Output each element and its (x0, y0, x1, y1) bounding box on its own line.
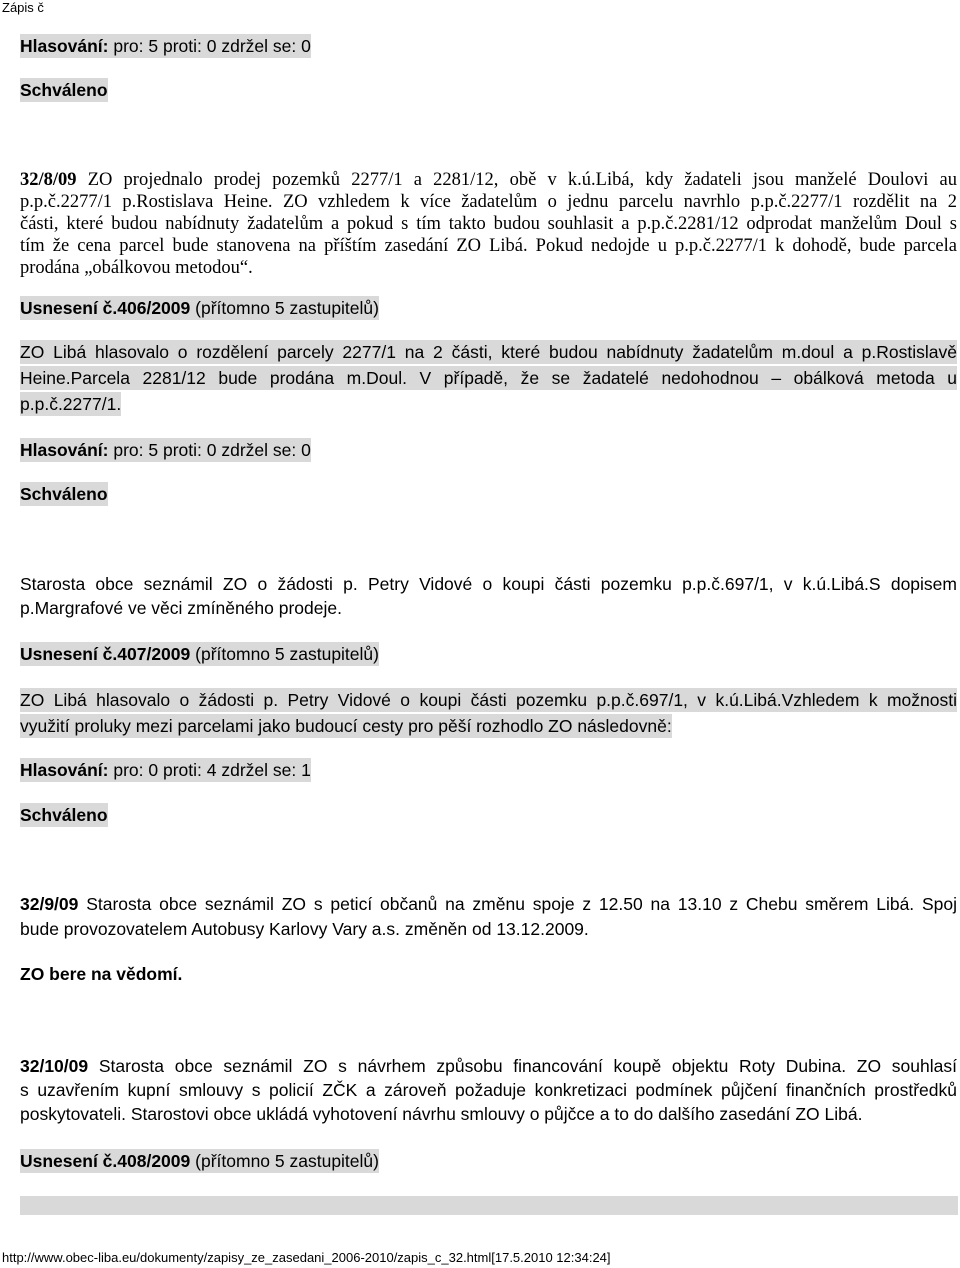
vote-highlight (20, 758, 311, 782)
resolution-attendance: (přítomno 5 zastupitelů) (195, 298, 379, 318)
resolution-attendance: (přítomno 5 zastupitelů) (195, 644, 379, 664)
agenda-item-32-8-paragraph (20, 169, 957, 279)
resolution-text: ZO Libá hlasovalo o žádosti p. Petry Vidové o koupi části pozemku p.p.č.697/1, v k.ú.Libá.Vzhledem k možnosti (20, 690, 957, 710)
resolution-406-heading (20, 296, 957, 320)
result-label: Schváleno (20, 80, 108, 100)
text-line (20, 687, 957, 713)
result-highlight (20, 78, 108, 102)
print-header-title: Zápis č (2, 0, 44, 15)
vote-counts: pro: 5 proti: 0 zdržel se: 0 (113, 36, 311, 56)
conclusion-text: ZO bere na vědomí. (20, 964, 183, 984)
text-line (20, 1149, 957, 1173)
vote-result (20, 78, 957, 102)
result-label: Schváleno (20, 484, 108, 504)
paragraph-text: ZO projednalo prodej pozemků 2277/1 a 2281/12, obě v k.ú.Libá, kdy žadateli jsou manželé Doulovi au (87, 170, 958, 190)
result-highlight (20, 482, 108, 506)
resolution-label: Usnesení č.408/2009 (20, 1151, 191, 1171)
paragraph-text: tím že cena parcel bude stanovena na příštím zasedání ZO Libá. Pokud nedojde u p.p.č.2277/1 k dohodě, bude parcela (20, 236, 957, 256)
text-line (20, 34, 957, 58)
text-line (20, 391, 957, 417)
text-line (20, 803, 957, 827)
paragraph-text: p.Margrafové ve věci zmíněného prodeje. (20, 598, 342, 618)
paragraph-text: s uzavřením kupní smlouvy s policií ZČK a zároveň požaduje konkretizaci podmínek půjčení finančních prostředků (20, 1080, 957, 1100)
text-line (20, 642, 957, 666)
text-line (20, 339, 957, 365)
paragraph-text: bude provozovatelem Autobusy Karlovy Vary a.s. změněn od 13.12.2009. (20, 919, 589, 939)
text-line (20, 365, 957, 391)
vote-counts: pro: 5 proti: 0 zdržel se: 0 (113, 440, 311, 460)
resolution-text: ZO Libá hlasovalo o rozdělení parcely 2277/1 na 2 části, které budou nabídnuty žadatelům m.doul a p.Rostislavě (20, 342, 957, 362)
paragraph-text: prodána „obálkovou metodou“. (20, 258, 253, 278)
result-highlight (20, 803, 108, 827)
paragraph-text: p.p.č.2277/1 p.Rostislava Heine. ZO vzhledem k více žadatelům o jednu parcelu navrhlo p.p.č.2277/1 rozdělit na 2 (20, 192, 957, 212)
text-line (20, 1078, 957, 1102)
text-line (20, 257, 957, 279)
result-label: Schváleno (20, 805, 108, 825)
text-line (20, 235, 957, 257)
text-line (20, 482, 957, 506)
highlighted-blank-line (20, 1196, 958, 1215)
agenda-item-32-9-conclusion (20, 962, 957, 986)
resolution-text: využití proluky mezi parcelami jako budoucí cesty pro pěší rozhodlo ZO následovně: (20, 716, 672, 736)
vote-highlight (20, 34, 311, 58)
resolution-attendance: (přítomno 5 zastupitelů) (195, 1151, 379, 1171)
text-line (20, 572, 957, 596)
agenda-item-number: 32/8/09 (20, 170, 77, 190)
paragraph-text: části, které budou nabídnuty žadatelům a pokud s tím takto budou souhlasit a p.p.č.2281/12 odprodat manželům Doul s (20, 214, 957, 234)
resolution-407-heading (20, 642, 957, 666)
resolution-heading-highlight (20, 1149, 379, 1173)
agenda-item-number: 32/9/09 (20, 894, 79, 914)
agenda-item-32-10-paragraph (20, 1054, 957, 1126)
text-line (20, 1102, 957, 1126)
text-line (20, 892, 957, 917)
paragraph-text: Starosta obce seznámil ZO s peticí občanů na změnu spoje z 12.50 na 13.10 z Chebu směrem Libá. Spoj (86, 894, 957, 914)
vote-label: Hlasování: (20, 440, 109, 460)
print-footer-url: http://www.obec-liba.eu/dokumenty/zapisy_ze_zasedani_2006-2010/zapis_c_32.html[17.5.2010 12:34:24] (2, 1250, 611, 1265)
request-paragraph (20, 572, 957, 620)
paragraph-text: Starosta obce seznámil ZO o žádosti p. Petry Vidové o koupi části pozemku p.p.č.697/1, v k.ú.Libá.S dopisem (20, 574, 957, 594)
vote-highlight (20, 438, 311, 462)
text-line (20, 917, 957, 942)
vote-label: Hlasování: (20, 36, 109, 56)
resolution-label: Usnesení č.406/2009 (20, 298, 191, 318)
agenda-item-number: 32/10/09 (20, 1056, 89, 1076)
paragraph-text: poskytovateli. Starostovi obce ukládá vyhotovení návrhu smlouvy o půjčce a to do dalšího zasedání ZO Libá. (20, 1104, 863, 1124)
text-line (20, 213, 957, 235)
paragraph-text: Starosta obce seznámil ZO s návrhem způsobu financování koupě objektu Roty Dubina. ZO souhlasí (98, 1056, 957, 1076)
text-line (20, 713, 957, 739)
resolution-407-result (20, 803, 957, 827)
vote-counts: pro: 0 proti: 4 zdržel se: 1 (113, 760, 311, 780)
resolution-text: Heine.Parcela 2281/12 bude prodána m.Doul. V případě, že se žadatelé nedohodnou – obálková metoda u (20, 368, 957, 388)
resolution-label: Usnesení č.407/2009 (20, 644, 191, 664)
text-line (20, 758, 957, 782)
text-line (20, 596, 957, 620)
resolution-text: p.p.č.2277/1. (20, 394, 122, 414)
text-line (20, 962, 957, 986)
resolution-heading-highlight (20, 642, 379, 666)
vote-label: Hlasování: (20, 760, 109, 780)
text-line (20, 191, 957, 213)
resolution-heading-highlight (20, 296, 379, 320)
text-line (20, 296, 957, 320)
agenda-item-32-9-paragraph (20, 892, 957, 942)
text-line (20, 78, 957, 102)
resolution-406-vote (20, 438, 957, 462)
resolution-407-text (20, 687, 957, 739)
text-line (20, 438, 957, 462)
resolution-406-result (20, 482, 957, 506)
resolution-406-text (20, 339, 957, 417)
text-line (20, 1054, 957, 1078)
text-line (20, 169, 957, 191)
resolution-408-heading (20, 1149, 957, 1173)
resolution-407-vote (20, 758, 957, 782)
vote-summary (20, 34, 957, 58)
